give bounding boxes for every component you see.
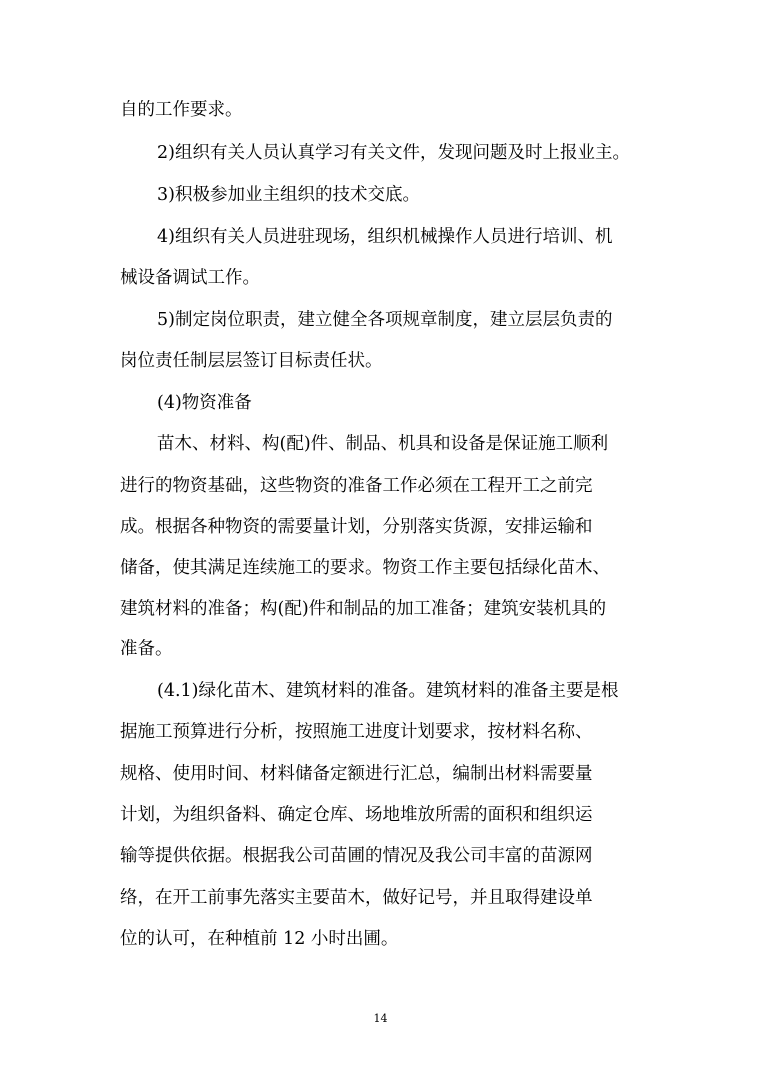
- text-line: 2)组织有关人员认真学习有关文件，发现问题及时上报业主。: [157, 143, 630, 163]
- text-line: 苗木、材料、构(配)件、制品、机具和设备是保证施工顺利: [157, 434, 609, 454]
- text-line: 储备，使其满足连续施工的要求。物资工作主要包括绿化苗木、: [120, 558, 610, 578]
- text-line: 位的认可，在种植前 12 小时出圃。: [120, 929, 399, 949]
- section-heading: (4)物资准备: [157, 393, 252, 413]
- page-number: 14: [373, 1012, 388, 1025]
- text-line: 据施工预算进行分析，按照施工进度计划要求，按材料名称、: [120, 722, 593, 742]
- text-line: 输等提供依据。根据我公司苗圃的情况及我公司丰富的苗源网: [120, 846, 593, 866]
- text-line: 自的工作要求。: [120, 100, 243, 120]
- text-line: 规格、使用时间、材料储备定额进行汇总，编制出材料需要量: [120, 764, 593, 784]
- text-line: 络，在开工前事先落实主要苗木，做好记号，并且取得建设单: [120, 888, 593, 908]
- text-line: 械设备调试工作。: [120, 268, 260, 288]
- text-line: 进行的物资基础，这些物资的准备工作必须在工程开工之前完: [120, 476, 593, 496]
- text-line: 3)积极参加业主组织的技术交底。: [157, 185, 420, 205]
- text-line: 4)组织有关人员进驻现场，组织机械操作人员进行培训、机: [157, 227, 613, 247]
- text-line: 5)制定岗位职责，建立健全各项规章制度，建立层层负责的: [157, 310, 613, 330]
- text-line: 准备。: [120, 639, 173, 659]
- text-line: 成。根据各种物资的需要量计划，分别落实货源，安排运输和: [120, 517, 593, 537]
- text-line: 岗位责任制层层签订目标责任状。: [120, 351, 383, 371]
- text-line: 建筑材料的准备；构(配)件和制品的加工准备；建筑安装机具的: [120, 599, 607, 619]
- text-line: 计划，为组织备料、确定仓库、场地堆放所需的面积和组织运: [120, 805, 593, 825]
- text-line: (4.1)绿化苗木、建筑材料的准备。建筑材料的准备主要是根: [157, 681, 619, 701]
